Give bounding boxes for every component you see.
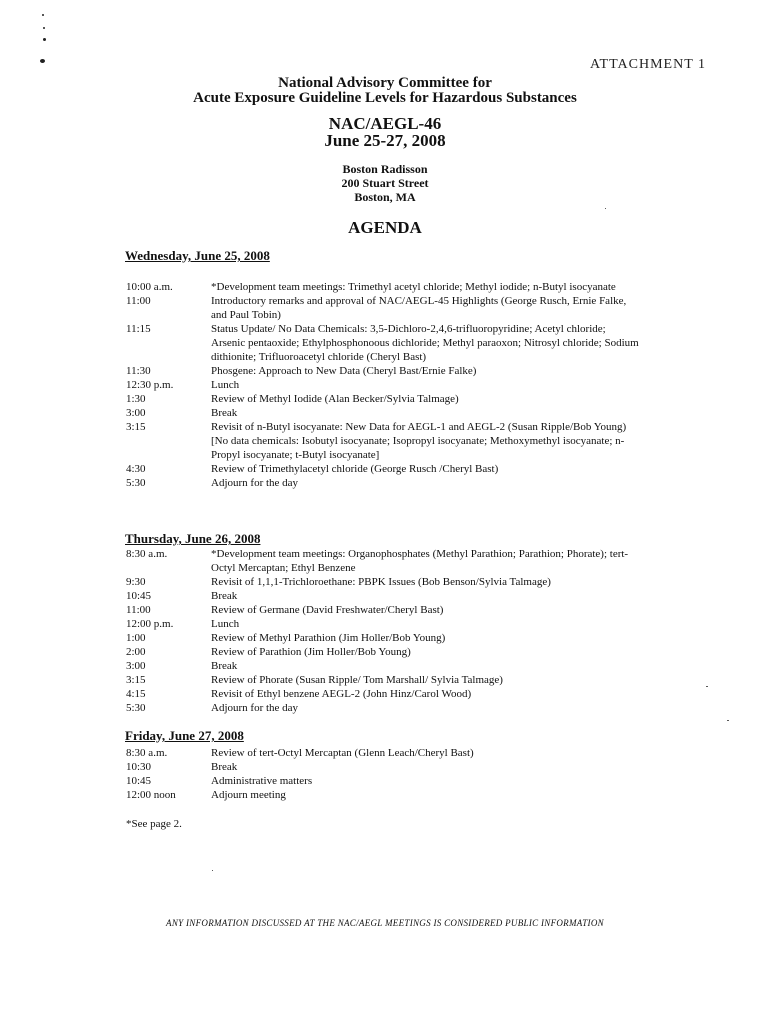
- agenda-item: [0, 575, 770, 589]
- agenda-item: [0, 462, 770, 476]
- item-description: Lunch: [211, 379, 240, 391]
- item-description: Administrative matters: [211, 775, 313, 787]
- item-description: Status Update/ No Data Chemicals: 3,5-Dichloro-2,4,6-trifluoropyridine; Acetyl chloride; Arsenic pentaoxide; Ethylphosphonoous dichloride; Methyl paraoxon; Nitrosyl chloride; Sodium dithionite; Trifluoroacetyl chloride (Cheryl Bast): [211, 323, 639, 363]
- item-time: 10:00 a.m.: [126, 281, 173, 293]
- agenda-item: [0, 659, 770, 673]
- day-heading-wednesday: Wednesday, June 25, 2008: [125, 248, 270, 263]
- venue-city: Boston, MA: [354, 190, 416, 204]
- committee-title: [0, 76, 770, 106]
- item-time: 3:15: [126, 421, 146, 433]
- scan-speck: [42, 14, 44, 16]
- meeting-id: NAC/AEGL-46: [328, 114, 442, 133]
- agenda-item: [0, 617, 770, 631]
- public-information-notice: ANY INFORMATION DISCUSSED AT THE NAC/AEGL MEETINGS IS CONSIDERED PUBLIC INFORMATION: [166, 918, 604, 928]
- item-time: 5:30: [126, 477, 146, 489]
- item-description: Break: [211, 407, 238, 419]
- agenda-item: [0, 280, 770, 294]
- item-time: 5:30: [126, 702, 146, 714]
- venue-street: 200 Stuart Street: [341, 176, 429, 190]
- agenda-item: [0, 420, 770, 462]
- item-time: 1:30: [126, 393, 146, 405]
- committee-title-line1: National Advisory Committee for: [278, 75, 492, 91]
- item-description: Review of Parathion (Jim Holler/Bob Young): [211, 646, 411, 658]
- item-description: Review of Methyl Parathion (Jim Holler/Bob Young): [211, 632, 446, 644]
- agenda-item: [0, 774, 770, 788]
- agenda-item: [0, 687, 770, 701]
- agenda-item: [0, 392, 770, 406]
- agenda-item: [0, 322, 770, 364]
- agenda-item: [0, 406, 770, 420]
- committee-title-line2: Acute Exposure Guideline Levels for Hazardous Substances: [193, 90, 577, 106]
- venue-name: Boston Radisson: [342, 162, 428, 176]
- agenda-item: [0, 364, 770, 378]
- item-time: 12:00 noon: [126, 789, 176, 801]
- agenda-item: [0, 673, 770, 687]
- item-description: Break: [211, 590, 238, 602]
- item-time: 10:30: [126, 761, 152, 773]
- agenda-item: [0, 547, 770, 575]
- scan-speck: [43, 27, 45, 29]
- schedule-thursday: [0, 547, 770, 715]
- item-description: Revisit of 1,1,1-Trichloroethane: PBPK Issues (Bob Benson/Sylvia Talmage): [211, 576, 551, 588]
- agenda-item: [0, 378, 770, 392]
- item-time: 8:30 a.m.: [126, 548, 168, 560]
- venue-address: [0, 162, 770, 204]
- item-time: 3:00: [126, 407, 146, 419]
- item-time: 3:15: [126, 674, 146, 686]
- agenda-title: AGENDA: [348, 218, 422, 237]
- scan-speck: [605, 208, 606, 209]
- item-time: 11:00: [126, 295, 151, 307]
- item-description: Review of tert-Octyl Mercaptan (Glenn Leach/Cheryl Bast): [211, 747, 474, 759]
- meeting-dates: June 25-27, 2008: [324, 131, 446, 150]
- item-description: Review of Trimethylacetyl chloride (George Rusch /Cheryl Bast): [211, 463, 499, 475]
- meeting-heading: [0, 115, 770, 149]
- item-description: *Development team meetings: Trimethyl acetyl chloride; Methyl iodide; n-Butyl isocyanate: [211, 281, 616, 293]
- agenda-item: [0, 645, 770, 659]
- item-time: 4:30: [126, 463, 146, 475]
- agenda-item: [0, 788, 770, 802]
- scan-speck: [212, 870, 213, 871]
- item-description: *Development team meetings: Organophosphates (Methyl Parathion; Parathion; Phorate); tert-Octyl Mercaptan; Ethyl Benzene: [211, 548, 629, 574]
- item-time: 10:45: [126, 775, 152, 787]
- item-description: Review of Germane (David Freshwater/Cheryl Bast): [211, 604, 444, 616]
- agenda-item: [0, 603, 770, 617]
- item-time: 3:00: [126, 660, 146, 672]
- item-description: Revisit of n-Butyl isocyanate: New Data for AEGL-1 and AEGL-2 (Susan Ripple/Bob Young) [No data chemicals: Isobutyl isocyanate; Isopropyl isocyanate; Methoxymethyl isocyanate; n-Propyl isocyanate; t-Butyl isocyanate]: [211, 421, 627, 461]
- item-time: 10:45: [126, 590, 152, 602]
- agenda-item: [0, 631, 770, 645]
- item-description: Review of Methyl Iodide (Alan Becker/Sylvia Talmage): [211, 393, 459, 405]
- agenda-item: [0, 589, 770, 603]
- item-description: Break: [211, 660, 238, 672]
- item-time: 4:15: [126, 688, 146, 700]
- item-description: Break: [211, 761, 238, 773]
- day-heading-friday: Friday, June 27, 2008: [125, 728, 244, 743]
- agenda-item: [0, 294, 770, 322]
- item-time: 2:00: [126, 646, 146, 658]
- item-description: Revisit of Ethyl benzene AEGL-2 (John Hinz/Carol Wood): [211, 688, 472, 700]
- item-description: Adjourn meeting: [211, 789, 286, 801]
- item-description: Lunch: [211, 618, 240, 630]
- item-time: 12:30 p.m.: [126, 379, 174, 391]
- item-time: 11:00: [126, 604, 151, 616]
- day-heading-thursday: Thursday, June 26, 2008: [125, 531, 261, 546]
- item-time: 9:30: [126, 576, 146, 588]
- attachment-label: ATTACHMENT 1: [589, 57, 706, 72]
- item-description: Adjourn for the day: [211, 702, 299, 714]
- item-time: 11:15: [126, 323, 151, 335]
- agenda-item: [0, 760, 770, 774]
- item-time: 1:00: [126, 632, 146, 644]
- item-description: Introductory remarks and approval of NAC/AEGL-45 Highlights (George Rusch, Ernie Falke, and Paul Tobin): [211, 295, 627, 321]
- agenda-item: [0, 746, 770, 760]
- item-description: Review of Phorate (Susan Ripple/ Tom Marshall/ Sylvia Talmage): [211, 674, 503, 686]
- schedule-wednesday: [0, 280, 770, 490]
- item-description: Phosgene: Approach to New Data (Cheryl Bast/Ernie Falke): [211, 365, 477, 377]
- scan-speck: [727, 720, 729, 721]
- scan-speck: [40, 59, 45, 63]
- item-time: 12:00 p.m.: [126, 618, 174, 630]
- footnote: *See page 2.: [126, 818, 182, 830]
- item-time: 11:30: [126, 365, 151, 377]
- schedule-friday: [0, 746, 770, 802]
- scan-speck: [43, 38, 46, 41]
- item-description: Adjourn for the day: [211, 477, 299, 489]
- agenda-item: [0, 701, 770, 715]
- item-time: 8:30 a.m.: [126, 747, 168, 759]
- agenda-item: [0, 476, 770, 490]
